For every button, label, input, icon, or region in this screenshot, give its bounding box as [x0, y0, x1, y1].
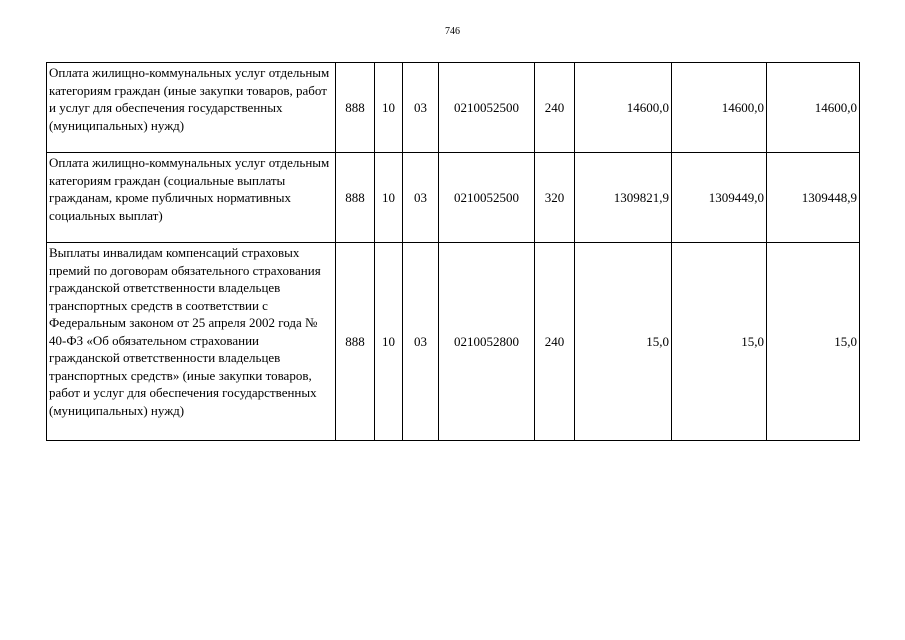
page-number: 746 — [445, 26, 460, 37]
expense-type-cell: 240 — [535, 63, 575, 153]
target-item-cell: 0210052500 — [439, 63, 535, 153]
amount-cell: 14600,0 — [575, 63, 672, 153]
amount-cell: 14600,0 — [672, 63, 767, 153]
ministry-code-cell: 888 — [336, 243, 375, 441]
section-code-cell: 10 — [375, 243, 403, 441]
subsection-code-cell: 03 — [403, 153, 439, 243]
amount-cell: 15,0 — [672, 243, 767, 441]
expense-type-cell: 320 — [535, 153, 575, 243]
expense-type-cell: 240 — [535, 243, 575, 441]
subsection-code-cell: 03 — [403, 63, 439, 153]
amount-cell: 1309449,0 — [672, 153, 767, 243]
amount-cell: 15,0 — [767, 243, 860, 441]
section-code-cell: 10 — [375, 63, 403, 153]
amount-cell: 15,0 — [575, 243, 672, 441]
ministry-code-cell: 888 — [336, 63, 375, 153]
table-row — [47, 153, 860, 243]
target-item-cell: 0210052800 — [439, 243, 535, 441]
section-code-cell: 10 — [375, 153, 403, 243]
expense-name-cell: Выплаты инвалидам компенсаций страховых премий по договорам обязательного страхования гражданской ответственности владельцев транспортных средств в соответствии с Федеральным законом от 25 апреля 2002 года № 40-ФЗ «Об обязательном страховании гражданской ответственности владельцев транспортных средств» (иные закупки товаров, работ и услуг для обеспечения государственных (муниципальных) нужд) — [47, 243, 336, 441]
table-row — [47, 63, 860, 153]
amount-cell: 14600,0 — [767, 63, 860, 153]
expense-name-cell: Оплата жилищно-коммунальных услуг отдельным категориям граждан (социальные выплаты гражданам, кроме публичных нормативных социальных выплат) — [47, 153, 336, 243]
ministry-code-cell: 888 — [336, 153, 375, 243]
table-row — [47, 243, 860, 441]
expense-name-cell: Оплата жилищно-коммунальных услуг отдельным категориям граждан (иные закупки товаров, работ и услуг для обеспечения государственных (муниципальных) нужд) — [47, 63, 336, 153]
amount-cell: 1309821,9 — [575, 153, 672, 243]
target-item-cell: 0210052500 — [439, 153, 535, 243]
amount-cell: 1309448,9 — [767, 153, 860, 243]
budget-table — [46, 62, 860, 441]
subsection-code-cell: 03 — [403, 243, 439, 441]
